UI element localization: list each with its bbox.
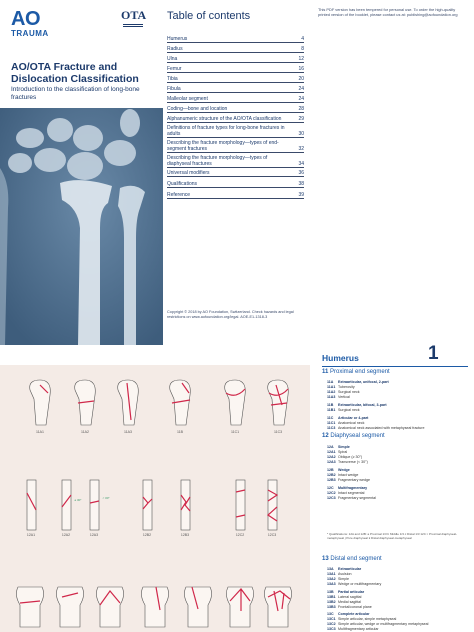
segment-title-text: Diaphyseal segment (330, 433, 385, 439)
toc-entry-page: 8 (301, 46, 304, 52)
diagram-label: 12A2 (61, 533, 71, 537)
segment-code: 12 (322, 433, 329, 439)
toc-entry[interactable] (167, 170, 304, 177)
classification-legend (310, 345, 474, 632)
fracture-diagram-panel (0, 365, 310, 632)
wrist-xray-image (0, 108, 163, 345)
toc-entry-label: Ulna (167, 56, 178, 62)
ota-logo-rule (123, 26, 143, 27)
toc-entry-label: Qualifications (167, 181, 198, 187)
toc-entry-page: 4 (301, 36, 304, 42)
humerus-head-11c3 (268, 380, 289, 425)
toc-entry-page: 39 (298, 192, 304, 198)
segment-title-13 (322, 556, 382, 562)
toc-entry-label: Humerus (167, 36, 188, 42)
legend-row: 12B3 Fragmentary wedge (327, 478, 370, 482)
toc-entry-label: Coding—bone and location (167, 106, 228, 112)
legend-row: 13C Complete articular (327, 612, 370, 616)
humerus-head-11a1 (30, 380, 51, 425)
toc-entry[interactable] (167, 56, 304, 63)
toc-entry[interactable] (167, 116, 304, 123)
ao-mark: AO (11, 8, 40, 30)
legend-row: 11B Extraarticular, bifocal, 3-part (327, 403, 387, 407)
toc-entry-page: 24 (298, 96, 304, 102)
legend-row: 11A3 Vertical (327, 395, 350, 399)
shaft-12b3 (181, 480, 190, 530)
toc-entry-page: 38 (298, 181, 304, 187)
distal-humerus-6 (226, 587, 253, 627)
segment-title-11 (322, 369, 390, 375)
diagram-label: 11A1 (36, 430, 44, 434)
toc-entry[interactable] (167, 66, 304, 73)
shaft-12a1 (27, 480, 36, 530)
cover-subtitle: Introduction to the classification of long-bone fractures (11, 86, 140, 101)
toc-entry[interactable] (167, 86, 304, 93)
shaft-12a3 (90, 480, 99, 530)
cover-title: AO/OTA Fracture and Dislocation Classification (11, 61, 139, 85)
section-title: Humerus (322, 353, 359, 363)
legend-row: 11C3 Anatomical neck associated with metaphyseal fracture (327, 426, 425, 430)
toc-entry-label: Universal modifiers (167, 170, 210, 176)
legend-row: 11C Articular or 4-part (327, 416, 369, 420)
diagram-label: 11A2 (81, 430, 89, 434)
toc-entry[interactable] (167, 36, 304, 43)
toc-entry-page: 28 (298, 106, 304, 112)
toc-entry[interactable] (167, 192, 304, 199)
ao-trauma-logo (11, 9, 49, 38)
legend-row: 11A2 Surgical neck (327, 390, 360, 394)
diagram-label: 11A3 (124, 430, 132, 434)
toc-entry-page: 36 (298, 170, 304, 176)
toc-entry-page: 24 (298, 86, 304, 92)
page-number: 1 (428, 343, 439, 364)
humerus-head-11a3 (118, 380, 139, 425)
legend-row: 13B1 Lateral sagittal (327, 595, 362, 599)
title-rule (322, 366, 468, 367)
diagram-label: 11B (177, 430, 183, 434)
distal-humerus-3 (96, 587, 123, 627)
legend-row: 13C1 Simple articular, simple metaphyseal (327, 617, 397, 621)
legend-row: 12B2 Intact wedge (327, 473, 359, 477)
ota-logo (121, 8, 145, 38)
distal-humerus-1 (16, 587, 43, 627)
toc-entry[interactable] (167, 76, 304, 83)
diagram-label: 12A3 (89, 533, 99, 537)
toc-entry-page: 12 (298, 56, 304, 62)
legend-row: 13C2 Simple articular, wedge or multifragmentary metaphyseal (327, 622, 429, 626)
toc-entry-page: 20 (298, 76, 304, 82)
table-of-contents (163, 0, 310, 345)
toc-entry[interactable] (167, 125, 304, 138)
copyright-text: Copyright © 2018 by AO Foundation, Switzerland. Check hazards and legal restrictions on www.aofoundation.org/legal. AOE-E1-1318-3 (167, 310, 294, 319)
segment-code: 11 (322, 369, 329, 375)
legend-row: 12B Wedge (327, 468, 350, 472)
ota-logo-rule (123, 24, 143, 25)
ota-mark: OTA (121, 8, 147, 22)
toc-entry[interactable] (167, 140, 304, 153)
legend-row: 13B3 Frontal/coronal plane (327, 605, 372, 609)
shaft-12b2 (143, 480, 152, 530)
legend-row: 13B Partial articular (327, 590, 365, 594)
toc-entry-page: 30 (298, 131, 304, 137)
distal-humerus-7 (264, 587, 291, 627)
humerus-head-11b (170, 380, 191, 425)
distal-humerus-4 (141, 587, 168, 627)
legend-row: 12C2 Intact segmental (327, 491, 365, 495)
shaft-12c3 (268, 480, 277, 530)
legend-row: 11C1 Anatomical neck (327, 421, 365, 425)
legend-row: 13C3 Multifragmentary articular (327, 627, 379, 631)
shaft-12a2 (62, 480, 71, 530)
fracture-diagrams (0, 365, 310, 632)
legend-row: 13A1 Avulsion (327, 572, 352, 576)
toc-entry-label: Malleolar segment (167, 96, 208, 102)
legend-row: 12A3 Transverse (< 30°) (327, 460, 368, 464)
toc-entry-label: Radius (167, 46, 183, 52)
toc-entry-label: Femur (167, 66, 182, 72)
toc-entry-label: Describing the fracture morphology—types of diaphyseal fractures (167, 155, 268, 167)
toc-entry-page: 32 (298, 146, 304, 152)
legend-row: 12A1 Spiral (327, 450, 348, 454)
toc-entry-page: 34 (298, 161, 304, 167)
toc-entry-label: Alphanumeric structure of the AO/OTA classification (167, 116, 282, 122)
diagram-label: 11C3 (273, 430, 283, 434)
cover-page (0, 0, 163, 345)
segment-title-text: Distal end segment (330, 556, 382, 562)
shaft-12c2 (236, 480, 245, 530)
legend-row: 12A Simple (327, 445, 350, 449)
legend-row: 11A Extraarticular, unifocal, 2-part (327, 380, 389, 384)
segment-title-text: Proximal end segment (330, 369, 390, 375)
diagram-label: 12A1 (26, 533, 36, 537)
diagram-label: 11C1 (230, 430, 240, 434)
legend-row: 11A1 Tuberosity (327, 385, 355, 389)
legend-row: 11B1 Surgical neck (327, 408, 360, 412)
toc-entry[interactable] (167, 155, 304, 168)
legend-row: 12C Multifragmentary (327, 486, 368, 490)
toc-title: Table of contents (167, 10, 251, 22)
toc-entry[interactable] (167, 46, 304, 53)
segment-code: 13 (322, 556, 329, 562)
diagram-label: 12B2 (142, 533, 152, 537)
toc-entry[interactable] (167, 106, 304, 113)
humerus-head-11c1 (225, 380, 246, 425)
diagram-label: 12C3 (267, 533, 277, 537)
segment-title-12 (322, 433, 385, 439)
diagram-label: 12B3 (180, 533, 190, 537)
legend-row: 12A2 Oblique (≥ 30°) (327, 455, 363, 459)
distal-humerus-5 (184, 587, 211, 627)
toc-entry-label: Tibia (167, 76, 178, 82)
legend-row: 13A Extraarticular (327, 567, 362, 571)
toc-entry-page: 29 (298, 116, 304, 122)
legend-row: 13A3 Wedge or multifragmentary (327, 582, 382, 586)
distal-humerus-2 (56, 587, 83, 627)
toc-entry[interactable] (167, 96, 304, 103)
legend-row: 13A2 Simple (327, 577, 349, 581)
angle-label: ≥ 30° (74, 498, 82, 502)
toc-entry-label: Fibula (167, 86, 181, 92)
toc-entry-label: Reference (167, 192, 191, 198)
xray-illustration (0, 108, 163, 345)
legend-row: 12C3 Fragmentary segmental (327, 496, 376, 500)
toc-entry-label: Definitions of fracture types for long-bone fractures in adults (167, 125, 285, 137)
angle-label: < 30° (102, 496, 110, 500)
pdf-notice: This PDF version has been tempered for personal use. To order the high-quality printed version of the booklet, please contact us at: publishing@aofoundation.org (318, 7, 458, 17)
toc-entry-label: Describing the fracture morphology—types of end-segment fractures (167, 140, 279, 152)
humerus-head-11a2 (75, 380, 96, 425)
toc-entry[interactable] (167, 181, 304, 188)
legend-row: 13B2 Medial sagittal (327, 600, 361, 604)
ao-trauma-label: TRAUMA (11, 29, 49, 38)
diagram-label: 12C2 (235, 533, 245, 537)
toc-entry-page: 16 (298, 66, 304, 72)
qualification-footnote: * Qualifications: 12A and 12B: a Proximal 1/3 b Middle 1/3 c Distal 1/3 12C: i Proximal diaphyseal-metaphyseal j Pure diaphyseal k Distal diaphyseal-metaphyseal (327, 532, 457, 540)
